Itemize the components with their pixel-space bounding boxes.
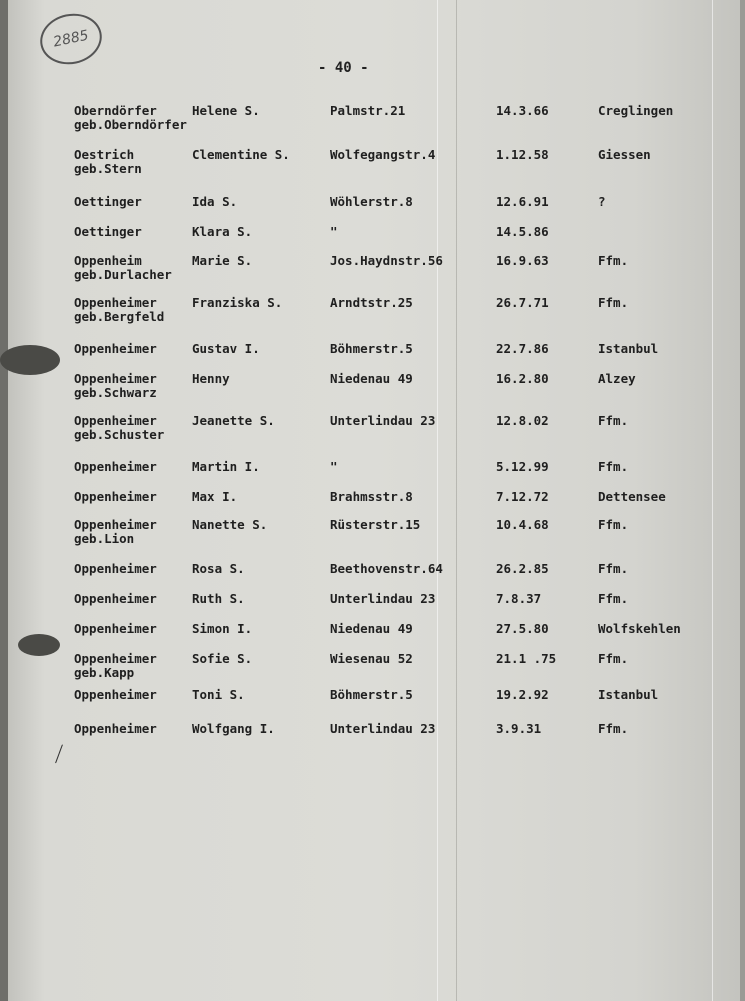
record-address: " <box>330 459 338 474</box>
record-birth-date: 22.7.86 <box>496 341 549 356</box>
ink-stain <box>0 345 60 375</box>
record-birth-place: Ffm. <box>598 591 629 606</box>
record-address: Böhmerstr.5 <box>330 341 413 356</box>
record-birth-place: Ffm. <box>598 517 629 532</box>
record-surname: Oppenheimer <box>74 459 157 474</box>
record-address: Wöhlerstr.8 <box>330 194 413 209</box>
record-surname: Oppenheimer <box>74 517 157 532</box>
record-first-name: Sofie S. <box>192 651 253 666</box>
record-address: " <box>330 224 338 239</box>
record-surname: Oppenheimer <box>74 591 157 606</box>
record-birth-place: Alzey <box>598 371 636 386</box>
pencil-tick-mark: ⟋ <box>48 740 70 768</box>
record-birth-name: geb.Durlacher <box>74 267 172 282</box>
page-right-edge <box>740 0 745 1001</box>
record-birth-date: 26.7.71 <box>496 295 549 310</box>
page-number: - 40 - <box>318 60 369 76</box>
record-birth-date: 12.8.02 <box>496 413 549 428</box>
record-address: Beethovenstr.64 <box>330 561 443 576</box>
record-birth-date: 5.12.99 <box>496 459 549 474</box>
record-surname: Oppenheimer <box>74 341 157 356</box>
page-left-edge <box>0 0 8 1001</box>
record-birth-place: Ffm. <box>598 721 629 736</box>
record-birth-place: Creglingen <box>598 103 674 118</box>
record-birth-date: 26.2.85 <box>496 561 549 576</box>
record-first-name: Ida S. <box>192 194 238 209</box>
record-birth-date: 27.5.80 <box>496 621 549 636</box>
record-birth-place: Ffm. <box>598 413 629 428</box>
record-first-name: Henny <box>192 371 230 386</box>
record-first-name: Gustav I. <box>192 341 260 356</box>
record-first-name: Clementine S. <box>192 147 290 162</box>
record-birth-name: geb.Schwarz <box>74 385 157 400</box>
record-address: Rüsterstr.15 <box>330 517 421 532</box>
fold-line <box>712 0 713 1001</box>
record-birth-date: 16.9.63 <box>496 253 549 268</box>
record-birth-date: 14.5.86 <box>496 224 549 239</box>
record-address: Wolfegangstr.4 <box>330 147 436 162</box>
record-address: Unterlindau 23 <box>330 413 436 428</box>
record-birth-date: 1.12.58 <box>496 147 549 162</box>
record-surname: Oberndörfer <box>74 103 157 118</box>
record-birth-place: Ffm. <box>598 561 629 576</box>
record-first-name: Wolfgang I. <box>192 721 275 736</box>
record-birth-date: 12.6.91 <box>496 194 549 209</box>
record-address: Wiesenau 52 <box>330 651 413 666</box>
record-first-name: Franziska S. <box>192 295 283 310</box>
record-address: Böhmerstr.5 <box>330 687 413 702</box>
record-birth-place: ? <box>598 194 606 209</box>
record-first-name: Klara S. <box>192 224 253 239</box>
record-first-name: Martin I. <box>192 459 260 474</box>
record-surname: Oppenheimer <box>74 561 157 576</box>
record-surname: Oestrich <box>74 147 135 162</box>
record-address: Unterlindau 23 <box>330 721 436 736</box>
record-surname: Oppenheimer <box>74 621 157 636</box>
record-surname: Oettinger <box>74 194 142 209</box>
record-first-name: Ruth S. <box>192 591 245 606</box>
record-surname: Oppenheimer <box>74 687 157 702</box>
record-birth-date: 21.1 .75 <box>496 651 557 666</box>
record-birth-date: 16.2.80 <box>496 371 549 386</box>
record-surname: Oppenheimer <box>74 295 157 310</box>
record-birth-place: Dettensee <box>598 489 666 504</box>
record-birth-name: geb.Lion <box>74 531 135 546</box>
record-first-name: Marie S. <box>192 253 253 268</box>
record-birth-date: 7.12.72 <box>496 489 549 504</box>
record-surname: Oppenheimer <box>74 371 157 386</box>
record-birth-place: Istanbul <box>598 341 659 356</box>
record-birth-name: geb.Stern <box>74 161 142 176</box>
record-address: Arndtstr.25 <box>330 295 413 310</box>
record-first-name: Toni S. <box>192 687 245 702</box>
record-birth-place: Giessen <box>598 147 651 162</box>
record-first-name: Max I. <box>192 489 238 504</box>
ink-stain <box>18 634 60 656</box>
record-surname: Oppenheimer <box>74 413 157 428</box>
record-address: Niedenau 49 <box>330 621 413 636</box>
record-surname: Oppenheim <box>74 253 142 268</box>
record-birth-place: Ffm. <box>598 295 629 310</box>
record-address: Unterlindau 23 <box>330 591 436 606</box>
record-surname: Oppenheimer <box>74 721 157 736</box>
archive-number-stamp <box>35 8 106 70</box>
record-address: Brahmsstr.8 <box>330 489 413 504</box>
record-first-name: Jeanette S. <box>192 413 275 428</box>
record-birth-name: geb.Schuster <box>74 427 165 442</box>
record-surname: Oettinger <box>74 224 142 239</box>
record-birth-place: Wolfskehlen <box>598 621 681 636</box>
record-birth-name: geb.Bergfeld <box>74 309 165 324</box>
record-surname: Oppenheimer <box>74 651 157 666</box>
record-birth-name: geb.Oberndörfer <box>74 117 187 132</box>
record-address: Jos.Haydnstr.56 <box>330 253 443 268</box>
record-first-name: Rosa S. <box>192 561 245 576</box>
record-birth-name: geb.Kapp <box>74 665 135 680</box>
record-birth-date: 19.2.92 <box>496 687 549 702</box>
record-address: Niedenau 49 <box>330 371 413 386</box>
fold-line <box>437 0 438 1001</box>
record-birth-date: 14.3.66 <box>496 103 549 118</box>
record-surname: Oppenheimer <box>74 489 157 504</box>
record-birth-place: Istanbul <box>598 687 659 702</box>
record-birth-place: Ffm. <box>598 459 629 474</box>
record-birth-date: 10.4.68 <box>496 517 549 532</box>
fold-line <box>456 0 457 1001</box>
record-first-name: Helene S. <box>192 103 260 118</box>
record-birth-place: Ffm. <box>598 651 629 666</box>
record-birth-date: 7.8.37 <box>496 591 542 606</box>
record-first-name: Simon I. <box>192 621 253 636</box>
record-address: Palmstr.21 <box>330 103 406 118</box>
record-birth-place: Ffm. <box>598 253 629 268</box>
stamp-number: 2885 <box>51 27 91 51</box>
record-birth-date: 3.9.31 <box>496 721 542 736</box>
record-first-name: Nanette S. <box>192 517 268 532</box>
